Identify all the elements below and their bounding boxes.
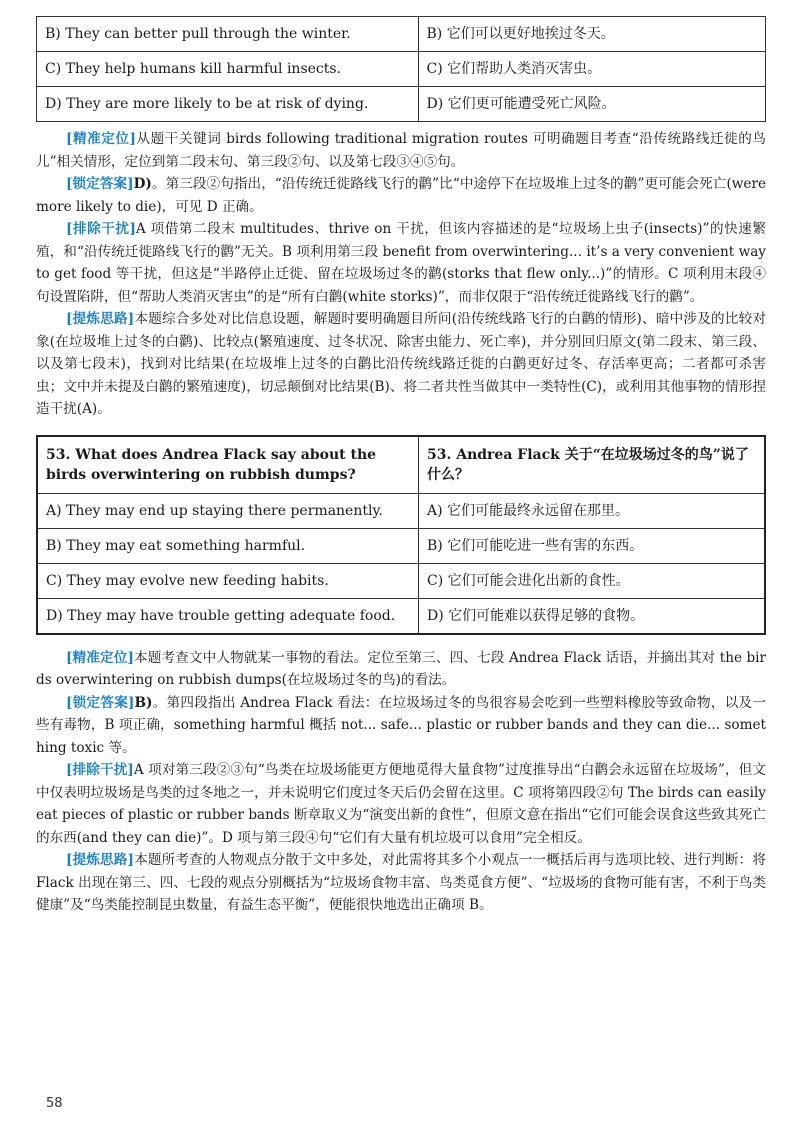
option-en: C) They may evolve new feeding habits. bbox=[37, 563, 419, 598]
think-paragraph bbox=[36, 308, 766, 421]
option-en: D) They may have trouble getting adequate food. bbox=[37, 598, 419, 634]
option-en: B) They can better pull through the winter. bbox=[37, 17, 419, 52]
option-zh: D) 它们更可能遭受死亡风险。 bbox=[418, 87, 766, 122]
locate-text: 从题干关键词 birds following traditional migration routes 可明确题目考查“沿传统路线迁徙的鸟儿”相关情形，定位到第二段末句、第三段②句、以及第七段③④⑤句。 bbox=[36, 131, 766, 170]
question-row bbox=[37, 436, 765, 494]
question-en: 53. What does Andrea Flack say about the birds overwintering on rubbish dumps? bbox=[37, 436, 419, 494]
option-row bbox=[37, 528, 765, 563]
option-en: A) They may end up staying there permanently. bbox=[37, 493, 419, 528]
answer-text: 。第三段②句指出，“沿传统迁徙路线飞行的鹳”比“中途停下在垃圾堆上过冬的鹳”更可能会死亡(were more likely to die)，可见 D 正确。 bbox=[36, 176, 766, 215]
options-table-53 bbox=[36, 435, 766, 635]
page-number: 58 bbox=[46, 1096, 63, 1111]
options-table-52 bbox=[36, 16, 766, 122]
answer-text: 。第四段指出 Andrea Flack 看法：在垃圾场过冬的鸟很容易会吃到一些塑料橡胶等致命物，以及一些有毒物，B 项正确，something harmful 概括 not... safe... plastic or rubber bands and they can die... something toxic 等。 bbox=[36, 694, 766, 756]
locate-paragraph bbox=[36, 647, 766, 692]
option-en: C) They help humans kill harmful insects. bbox=[37, 52, 419, 87]
locate-tag: [精准定位] bbox=[66, 131, 136, 147]
option-row bbox=[37, 563, 765, 598]
option-row bbox=[37, 493, 765, 528]
answer-letter: D) bbox=[133, 176, 152, 192]
locate-text: 本题考查文中人物就某一事物的看法。定位至第三、四、七段 Andrea Flack 话语，并摘出其对 the birds overwintering on rubbish dumps(在垃圾场过冬的鸟)的看法。 bbox=[36, 649, 766, 688]
answer-tag: [锁定答案] bbox=[66, 176, 134, 192]
exclude-tag: [排除干扰] bbox=[66, 221, 136, 237]
answer-paragraph bbox=[36, 173, 766, 218]
option-row bbox=[37, 17, 766, 52]
option-zh: B) 它们可以更好地挨过冬天。 bbox=[418, 17, 766, 52]
exclude-paragraph bbox=[36, 759, 766, 849]
option-row bbox=[37, 598, 765, 634]
answer-letter: B) bbox=[134, 694, 153, 711]
option-en: B) They may eat something harmful. bbox=[37, 528, 419, 563]
exclude-paragraph bbox=[36, 218, 766, 308]
exclude-tag: [排除干扰] bbox=[66, 762, 134, 778]
option-zh: B) 它们可能吃进一些有害的东西。 bbox=[419, 528, 766, 563]
think-text: 本题综合多处对比信息设题，解题时要明确题目所问(沿传统线路飞行的白鹳的情形)、暗中涉及的比较对象(在垃圾堆上过冬的白鹳)、比较点(繁殖速度、过冬状况、除害虫能力、死亡率)，并分别回归原文(第二段末、第三段、以及第七段末)，找到对比结果(在垃圾堆上过冬的白鹳比沿传统线路迁徙的白鹳更好过冬、存活率更高；二者都可杀害虫；文中并未提及白鹳的繁殖速度)，切忌颠倒对比结果(B)、将二者共性当做其中一类特性(C)，或利用其他事物的情形捏造干扰(A)。 bbox=[36, 311, 766, 417]
analysis-section-52 bbox=[36, 128, 766, 421]
option-zh: A) 它们可能最终永远留在那里。 bbox=[419, 493, 766, 528]
answer-tag: [锁定答案] bbox=[66, 694, 135, 711]
think-text: 本题所考查的人物观点分散于文中多处，对此需将其多个小观点一一概括后再与选项比较、进行判断：将 Flack 出现在第三、四、七段的观点分别概括为“垃圾场食物丰富、鸟类觅食方便”、“垃圾场的食物可能有害，不利于鸟类健康”及“鸟类能控制昆虫数量，有益生态平衡”，便能很快地选出正确项 B。 bbox=[36, 852, 766, 913]
exclude-text: A 项借第二段末 multitudes、thrive on 干扰，但该内容描述的是“垃圾场上虫子(insects)”的快速繁殖，和“沿传统迁徙路线飞行的鹳”无关。B 项利用第三段 benefit from overwintering... it’s a very convenient way to get food 等干扰，但这是“半路停止迁徙、留在垃圾场过冬的鹳(storks that flew only...)”的情形。C 项利用末段④句设置陷阱，但“帮助人类消灭害虫”的是“所有白鹳(white storks)”，而非仅限于“沿传统迁徙路线飞行的鹳”。 bbox=[36, 221, 766, 305]
option-row bbox=[37, 52, 766, 87]
analysis-section-53 bbox=[36, 647, 766, 917]
page bbox=[36, 8, 766, 917]
option-zh: C) 它们帮助人类消灭害虫。 bbox=[418, 52, 766, 87]
think-tag: [提炼思路] bbox=[66, 311, 135, 327]
option-row bbox=[37, 87, 766, 122]
option-zh: D) 它们可能难以获得足够的食物。 bbox=[419, 598, 766, 634]
think-tag: [提炼思路] bbox=[66, 852, 134, 868]
think-paragraph bbox=[36, 849, 766, 917]
option-en: D) They are more likely to be at risk of dying. bbox=[37, 87, 419, 122]
exclude-text: A 项对第三段②③句“鸟类在垃圾场能更方便地觅得大量食物”过度推导出“白鹳会永远留在垃圾场”，但文中仅表明垃圾场是鸟类的过冬地之一，并未说明它们度过冬天后仍会留在这里。C 项将第四段②句 The birds can easily eat pieces of plastic or rubber bands 断章取义为“演变出新的食性”，但原文意在指出“它们可能会误食这些致其死亡的东西(and they can die)”。D 项与第三段④句“它们有大量有机垃圾可以食用”完全相反。 bbox=[36, 762, 766, 846]
question-zh: 53. Andrea Flack 关于“在垃圾场过冬的鸟”说了什么？ bbox=[419, 436, 766, 494]
locate-paragraph bbox=[36, 128, 766, 173]
answer-paragraph bbox=[36, 692, 766, 760]
option-zh: C) 它们可能会进化出新的食性。 bbox=[419, 563, 766, 598]
locate-tag: [精准定位] bbox=[66, 649, 134, 666]
